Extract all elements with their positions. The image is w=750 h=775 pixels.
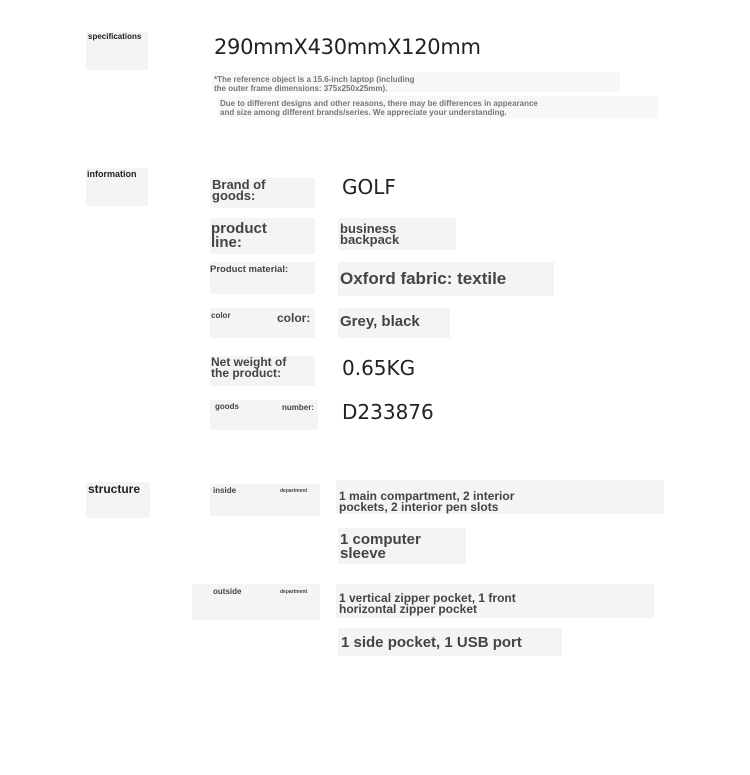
- product-line-label: product line:: [211, 220, 267, 251]
- goods-number-label-left: goods: [215, 402, 239, 411]
- material-value: Oxford fabric: textile: [340, 269, 507, 288]
- disclaimer-note: Due to different designs and other reasons, there may be differences in appearance and size among different brands/series. We appreciate your understanding.: [220, 99, 538, 117]
- goods-number-value: D233876: [342, 400, 434, 424]
- outside-label: outside: [213, 587, 242, 596]
- structure-heading: structure: [88, 482, 141, 496]
- inside-value-1: 1 main compartment, 2 interior pockets, 2 interior pen slots: [339, 489, 515, 514]
- inside-label: inside: [213, 486, 237, 495]
- information-heading: information: [87, 169, 137, 179]
- brand-value: GOLF: [342, 175, 396, 199]
- reference-note: *The reference object is a 15.6-inch laptop (including the outer frame dimensions: 375x250x25mm).: [214, 75, 415, 93]
- brand-label: Brand of goods:: [212, 177, 266, 203]
- specifications-heading: specifications: [88, 32, 142, 41]
- inside-department-label: department: [280, 488, 308, 494]
- goods-number-label: number:: [282, 403, 314, 412]
- outside-value-1: 1 vertical zipper pocket, 1 front horizontal zipper pocket: [339, 591, 516, 616]
- outside-department-label: department: [280, 589, 308, 595]
- material-label: Product material:: [210, 264, 289, 275]
- inside-value-2: 1 computer sleeve: [340, 531, 421, 562]
- color-label-left: color: [211, 311, 231, 320]
- net-weight-label: Net weight of the product:: [211, 355, 287, 380]
- outside-value-2: 1 side pocket, 1 USB port: [341, 634, 522, 651]
- color-value: Grey, black: [340, 313, 420, 330]
- product-line-value: business backpack: [340, 221, 400, 247]
- net-weight-value: 0.65KG: [342, 356, 416, 380]
- size-value: 290mmX430mmX120mm: [214, 35, 481, 59]
- color-label: color:: [277, 311, 311, 325]
